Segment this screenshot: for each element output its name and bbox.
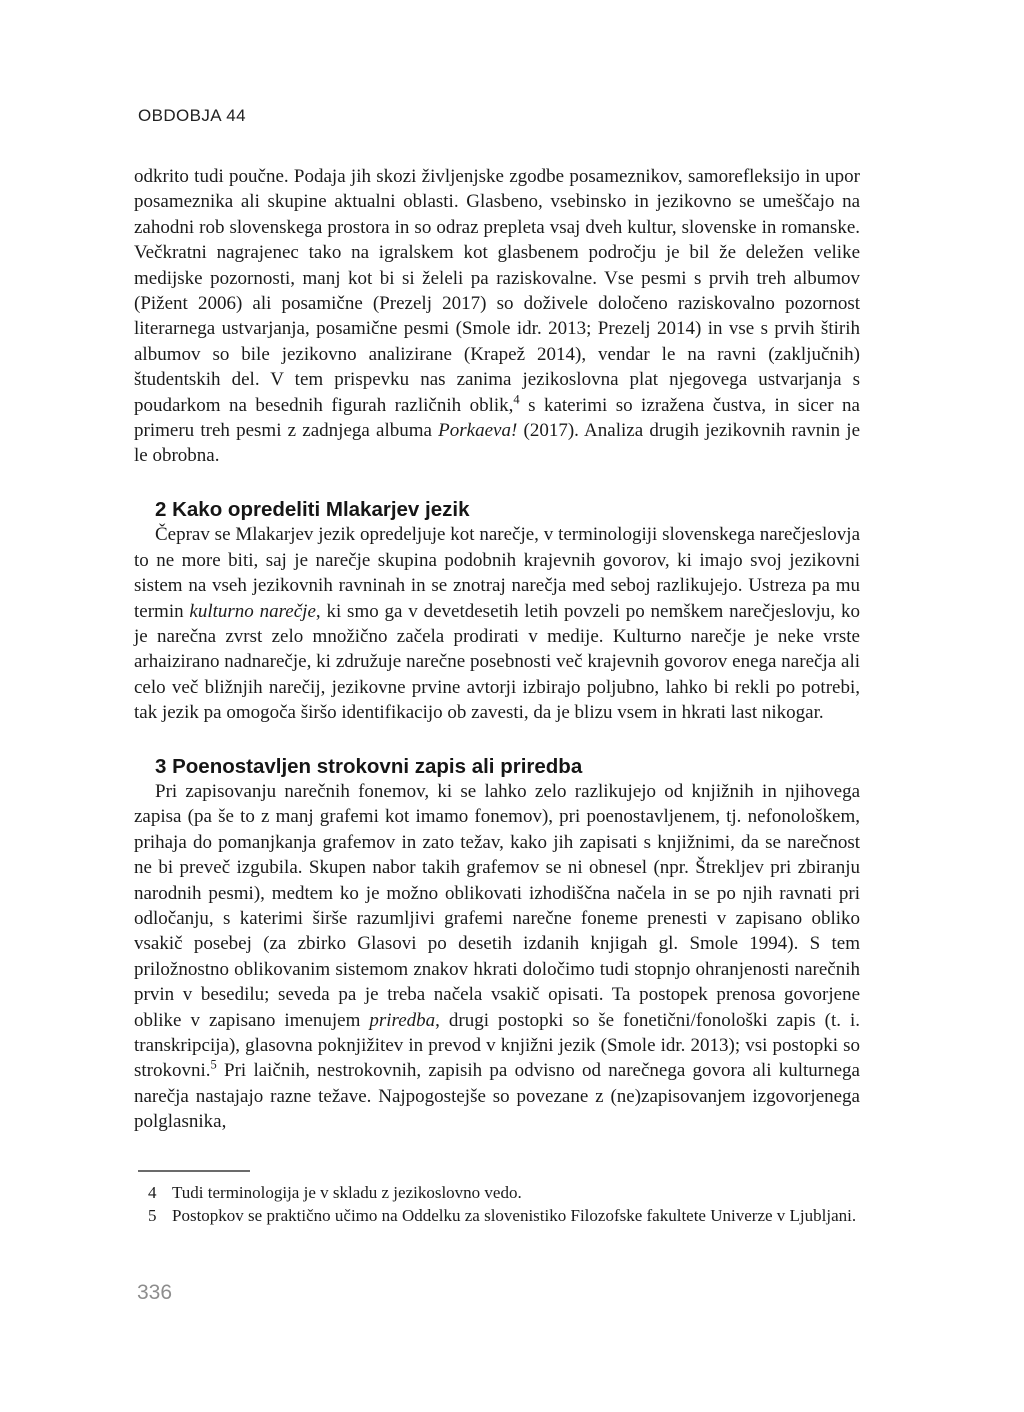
footnote-reference: 5 [210,1058,217,1073]
page-number: 336 [137,1281,173,1304]
text-block [134,164,860,1135]
text-run: , drugi postopki so še fonetični/fonološki zapis (t. i. transkripcija), glasovna poknjižitev in prevod v knjižni jezik (Smole idr. 2013); vsi postopki so strokovni. [134,1009,860,1082]
footnotes-section [134,1170,860,1227]
text-run: Pri zapisovanju narečnih fonemov, ki se lahko zelo razlikujejo od knjižnih in njihovega zapisa (pa še to z manj grafemi kot imamo fonemov), pri poenostavljenem, tj. nefonološkem, prihaja do pomanjkanja grafemov in zato težav, kako jih zapisati s knjižnimi, da se narečnost ne bi preveč izgubila. Skupen nabor takih grafemov se ni obnesel (npr. Štrekljev pri zbiranju narodnih pesmi), medtem ko je možno oblikovati izhodiščna načela in se po njih ravnati pri odločanju, s katerimi širše razumljivi grafemi narečne foneme prenesti v zapisano obliko vsakič posebej (za zbirko Glasovi po desetih izdanih knjigah gl. Smole 1994). S tem priložnostno oblikovanim sistemom znakov hkrati določimo tudi stopnjo ohranjenosti narečnih prvin v besedilu; seveda pa je treba načela vsakič opisati. Ta postopek prenosa govorjene oblike v zapisano imenujem [134,780,860,1031]
paragraph [134,779,860,1135]
text-run: s katerimi so izražena čustva, in sicer na primeru treh pesmi z zadnjega albuma [134,394,860,442]
italic-text: kulturno narečje [189,600,316,622]
footnote [134,1204,860,1227]
footnote-number: 4 [148,1183,157,1202]
footnote-number: 5 [148,1206,157,1225]
footnote-text: Tudi terminologija je v skladu z jezikoslovno vedo. [172,1183,522,1202]
section-heading: 2 Kako opredeliti Mlakarjev jezik [155,497,470,521]
footnote-reference: 4 [513,392,520,407]
footnote-separator [138,1170,250,1172]
text-run: Čeprav se Mlakarjev jezik opredeljuje kot narečje, v terminologiji slovenskega narečjeslovja to ne more biti, saj je narečje skupina podobnih krajevnih govorov, ki imajo svoj jezikovni sistem na vseh jezikovnih ravninah in se znotraj narečja med seboj razlikujejo. Ustreza pa mu termin [134,524,860,622]
text-run: , ki smo ga v devetdesetih letih povzeli po nemškem narečjeslovju, ko je narečna zvrst zelo množično začela prodirati v medije. Kulturno narečje je neke vrste arhaizirano nadnarečje, ki združuje narečne posebnosti več krajevnih govorov enega narečja ali celo več bližnjih narečij, jezikovne prvine avtorji izbirajo poljubno, lahko bi rekli po potrebi, tak jezik pa omogoča širšo identifikacijo ob zavesti, da je blizu vsem in hkrati last nikogar. [134,600,860,724]
italic-text: Porkaeva! [438,420,518,442]
paragraph [134,164,860,469]
section-heading: 3 Poenostavljen strokovni zapis ali priredba [155,754,583,778]
text-run: Pri laičnih, nestrokovnih, zapisih pa odvisno od narečnega govora ali kulturnega narečja nastajajo razne težave. Najpogostejše so povezane z (ne)zapisovanjem izgovorjenega polglasnika, [134,1060,860,1133]
footnote-text: Postopkov se praktično učimo na Oddelku za slovenistiko Filozofske fakultete Univerze v Ljubljani. [172,1206,857,1225]
footnote-list [134,1181,860,1227]
text-run: (2017). Analiza drugih jezikovnih ravnin je le obrobna. [134,420,861,467]
footnote [134,1181,860,1204]
italic-text: priredba [369,1009,436,1031]
text-run: odkrito tudi poučne. Podaja jih skozi življenjske zgodbe posameznikov, samorefleksijo in upor posameznika ali skupine aktualni oblasti. Glasbeno, vsebinsko in jezikovno se umeščajo na zahodni rob slovenskega prostora in so odraz prepleta vsaj dveh kultur, slovenske in romanske. Večkratni nagrajenec tako na igralskem kot glasbenem področju je bil že deležen velike medijske pozornosti, manj kot bi si želeli pa raziskovalne. Vse pesmi s prvih treh albumov (Pižent 2006) ali posamične (Prezelj 2017) so doživele določeno raziskovalno pozornost literarnega ustvarjanja, posamične pesmi (Smole idr. 2013; Prezelj 2014) in vse s prvih štirih albumov so bile jezikovno analizirane (Krapež 2014), vendar le na ravni (zaključnih) študentskih del. V tem prispevku nas zanima jezikoslovna plat njegovega ustvarjanja s poudarkom na besednih figurah različnih oblik, [134,166,860,416]
paragraph [134,522,860,725]
running-header: OBDOBJA 44 [138,106,246,125]
